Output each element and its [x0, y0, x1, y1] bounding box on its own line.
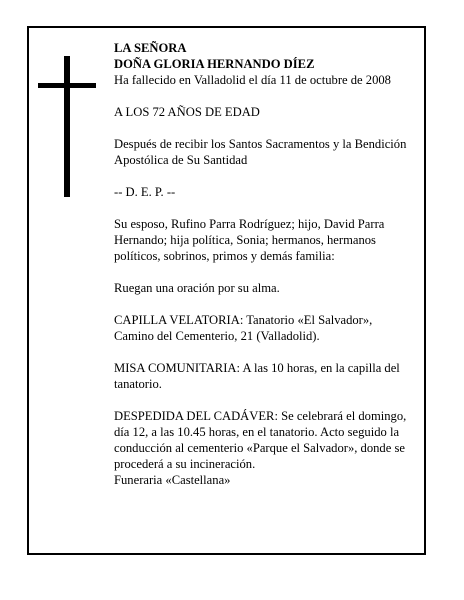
farewell-info: DESPEDIDA DEL CADÁVER: Se celebrará el domingo, día 12, a las 10.45 horas, en el tanatorio. Acto seguido la conducción al cementerio «Parque el Salvador», donde se procederá a su incineración.	[114, 409, 407, 471]
family-statement: Su esposo, Rufino Parra Rodríguez; hijo, David Parra Hernando; hija política, Sonia; hermanos, hermanos políticos, sobrinos, primos y demás familia:	[114, 217, 385, 263]
notice-title: LA SEÑORA	[114, 41, 187, 55]
mass-info: MISA COMUNITARIA: A las 10 horas, en la capilla del tanatorio.	[114, 361, 400, 391]
deceased-name: DOÑA GLORIA HERNANDO DÍEZ	[114, 57, 315, 71]
age-statement: A LOS 72 AÑOS DE EDAD	[114, 105, 260, 119]
death-statement: Ha fallecido en Valladolid el día 11 de octubre de 2008	[114, 73, 391, 87]
funeral-home: Funeraria «Castellana»	[114, 473, 231, 487]
chapel-info: CAPILLA VELATORIA: Tanatorio «El Salvador», Camino del Cementerio, 21 (Valladolid).	[114, 313, 373, 343]
cross-horizontal-bar	[38, 83, 96, 88]
sacraments-statement: Después de recibir los Santos Sacramentos y la Bendición Apostólica de Su Santidad	[114, 137, 407, 167]
rip-line: -- D. E. P. --	[114, 185, 176, 199]
obituary-text	[114, 40, 414, 488]
cross-vertical-bar	[64, 56, 70, 197]
prayer-request: Ruegan una oración por su alma.	[114, 281, 280, 295]
